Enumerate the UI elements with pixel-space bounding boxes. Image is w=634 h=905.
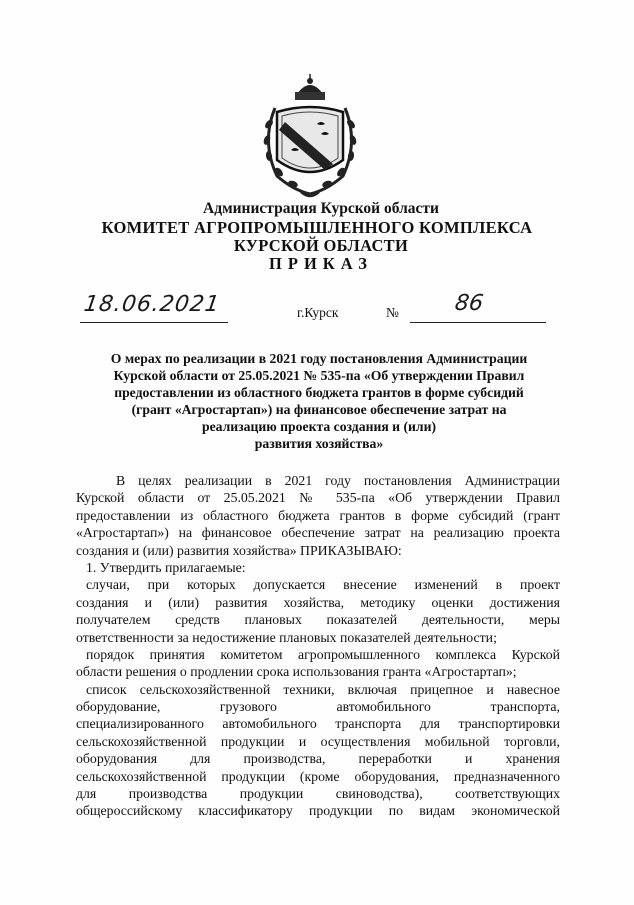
region-name: КУРСКОЙ ОБЛАСТИ [233, 236, 409, 255]
body-line: предоставлении из областного бюджета грантов в форме субсидий (грант [76, 507, 560, 523]
body-line: оборудования для производства, переработки и хранения [76, 751, 560, 767]
number-underline [410, 322, 546, 323]
body-line: создания и (или) развития хозяйства, методику оценки достижения [76, 594, 560, 610]
body-line: для производства продукции свиноводства), соответствующих [76, 786, 560, 802]
body-line: Курской области от 25.05.2021 № 535-па «Об утверждении Правил [76, 490, 560, 506]
body-line: список сельскохозяйственной техники, включая прицепное и навесное [86, 681, 560, 697]
coat-of-arms-icon [255, 72, 365, 200]
body-line: оборудование, грузового автомобильного транспорта, [76, 699, 560, 715]
title-line: развития хозяйства» [254, 436, 384, 451]
body-line: сельскохозяйственной продукции (кроме оборудования, предназначенного [76, 768, 560, 784]
body-line: получателем средств плановых показателей деятельности, меры [76, 612, 560, 628]
body-line: общероссийскому классификатору продукции по видам экономической [76, 803, 560, 819]
body-line: ответственности за недостижение плановых показателей деятельности; [76, 629, 497, 645]
order-number: 86 [453, 291, 485, 316]
title-line: предоставлении из областного бюджета грантов в форме субсидий [114, 385, 524, 400]
body-line: 1. Утвердить прилагаемые: [86, 559, 246, 575]
committee-name: КОМИТЕТ АГРОПРОМЫШЛЕННОГО КОМПЛЕКСА [101, 218, 533, 237]
body-line: сельскохозяйственной продукции и осуществления мобильной торговли, [76, 733, 560, 749]
title-line: (грант «Агростартап») на финансовое обеспечение затрат на [131, 402, 507, 417]
body-line: «Агростартап») на финансовое обеспечение затрат на реализацию проекта [76, 525, 560, 541]
title-line: Курской области от 25.05.2021 № 535-па «Об утверждении Правил [113, 368, 525, 383]
body-line: области решения о продлении срока использования гранта «Агростартап»; [76, 664, 517, 680]
document-type: ПРИКАЗ [269, 254, 373, 273]
administration-name: Администрация Курской области [203, 200, 439, 217]
order-date: 18.06.2021 [82, 292, 222, 317]
document-title [74, 350, 564, 452]
title-line: реализацию проекта создания и (или) [201, 419, 437, 434]
body-line: порядок принятия комитетом агропромышленного комплекса Курской [86, 646, 560, 662]
body-line: случаи, при которых допускается внесение изменений в проект [86, 577, 560, 593]
document-body [76, 472, 560, 820]
body-line: создания и (или) развития хозяйства» ПРИКАЗЫВАЮ: [76, 542, 402, 558]
city-label: г.Курск [297, 305, 339, 320]
body-line: специализированного автомобильного транспорта для транспортировки [76, 716, 560, 732]
title-line: О мерах по реализации в 2021 году постановления Администрации [110, 351, 528, 366]
body-line: В целях реализации в 2021 году постановления Администрации [116, 473, 560, 488]
number-sign: № [386, 305, 399, 320]
date-underline [80, 322, 228, 323]
